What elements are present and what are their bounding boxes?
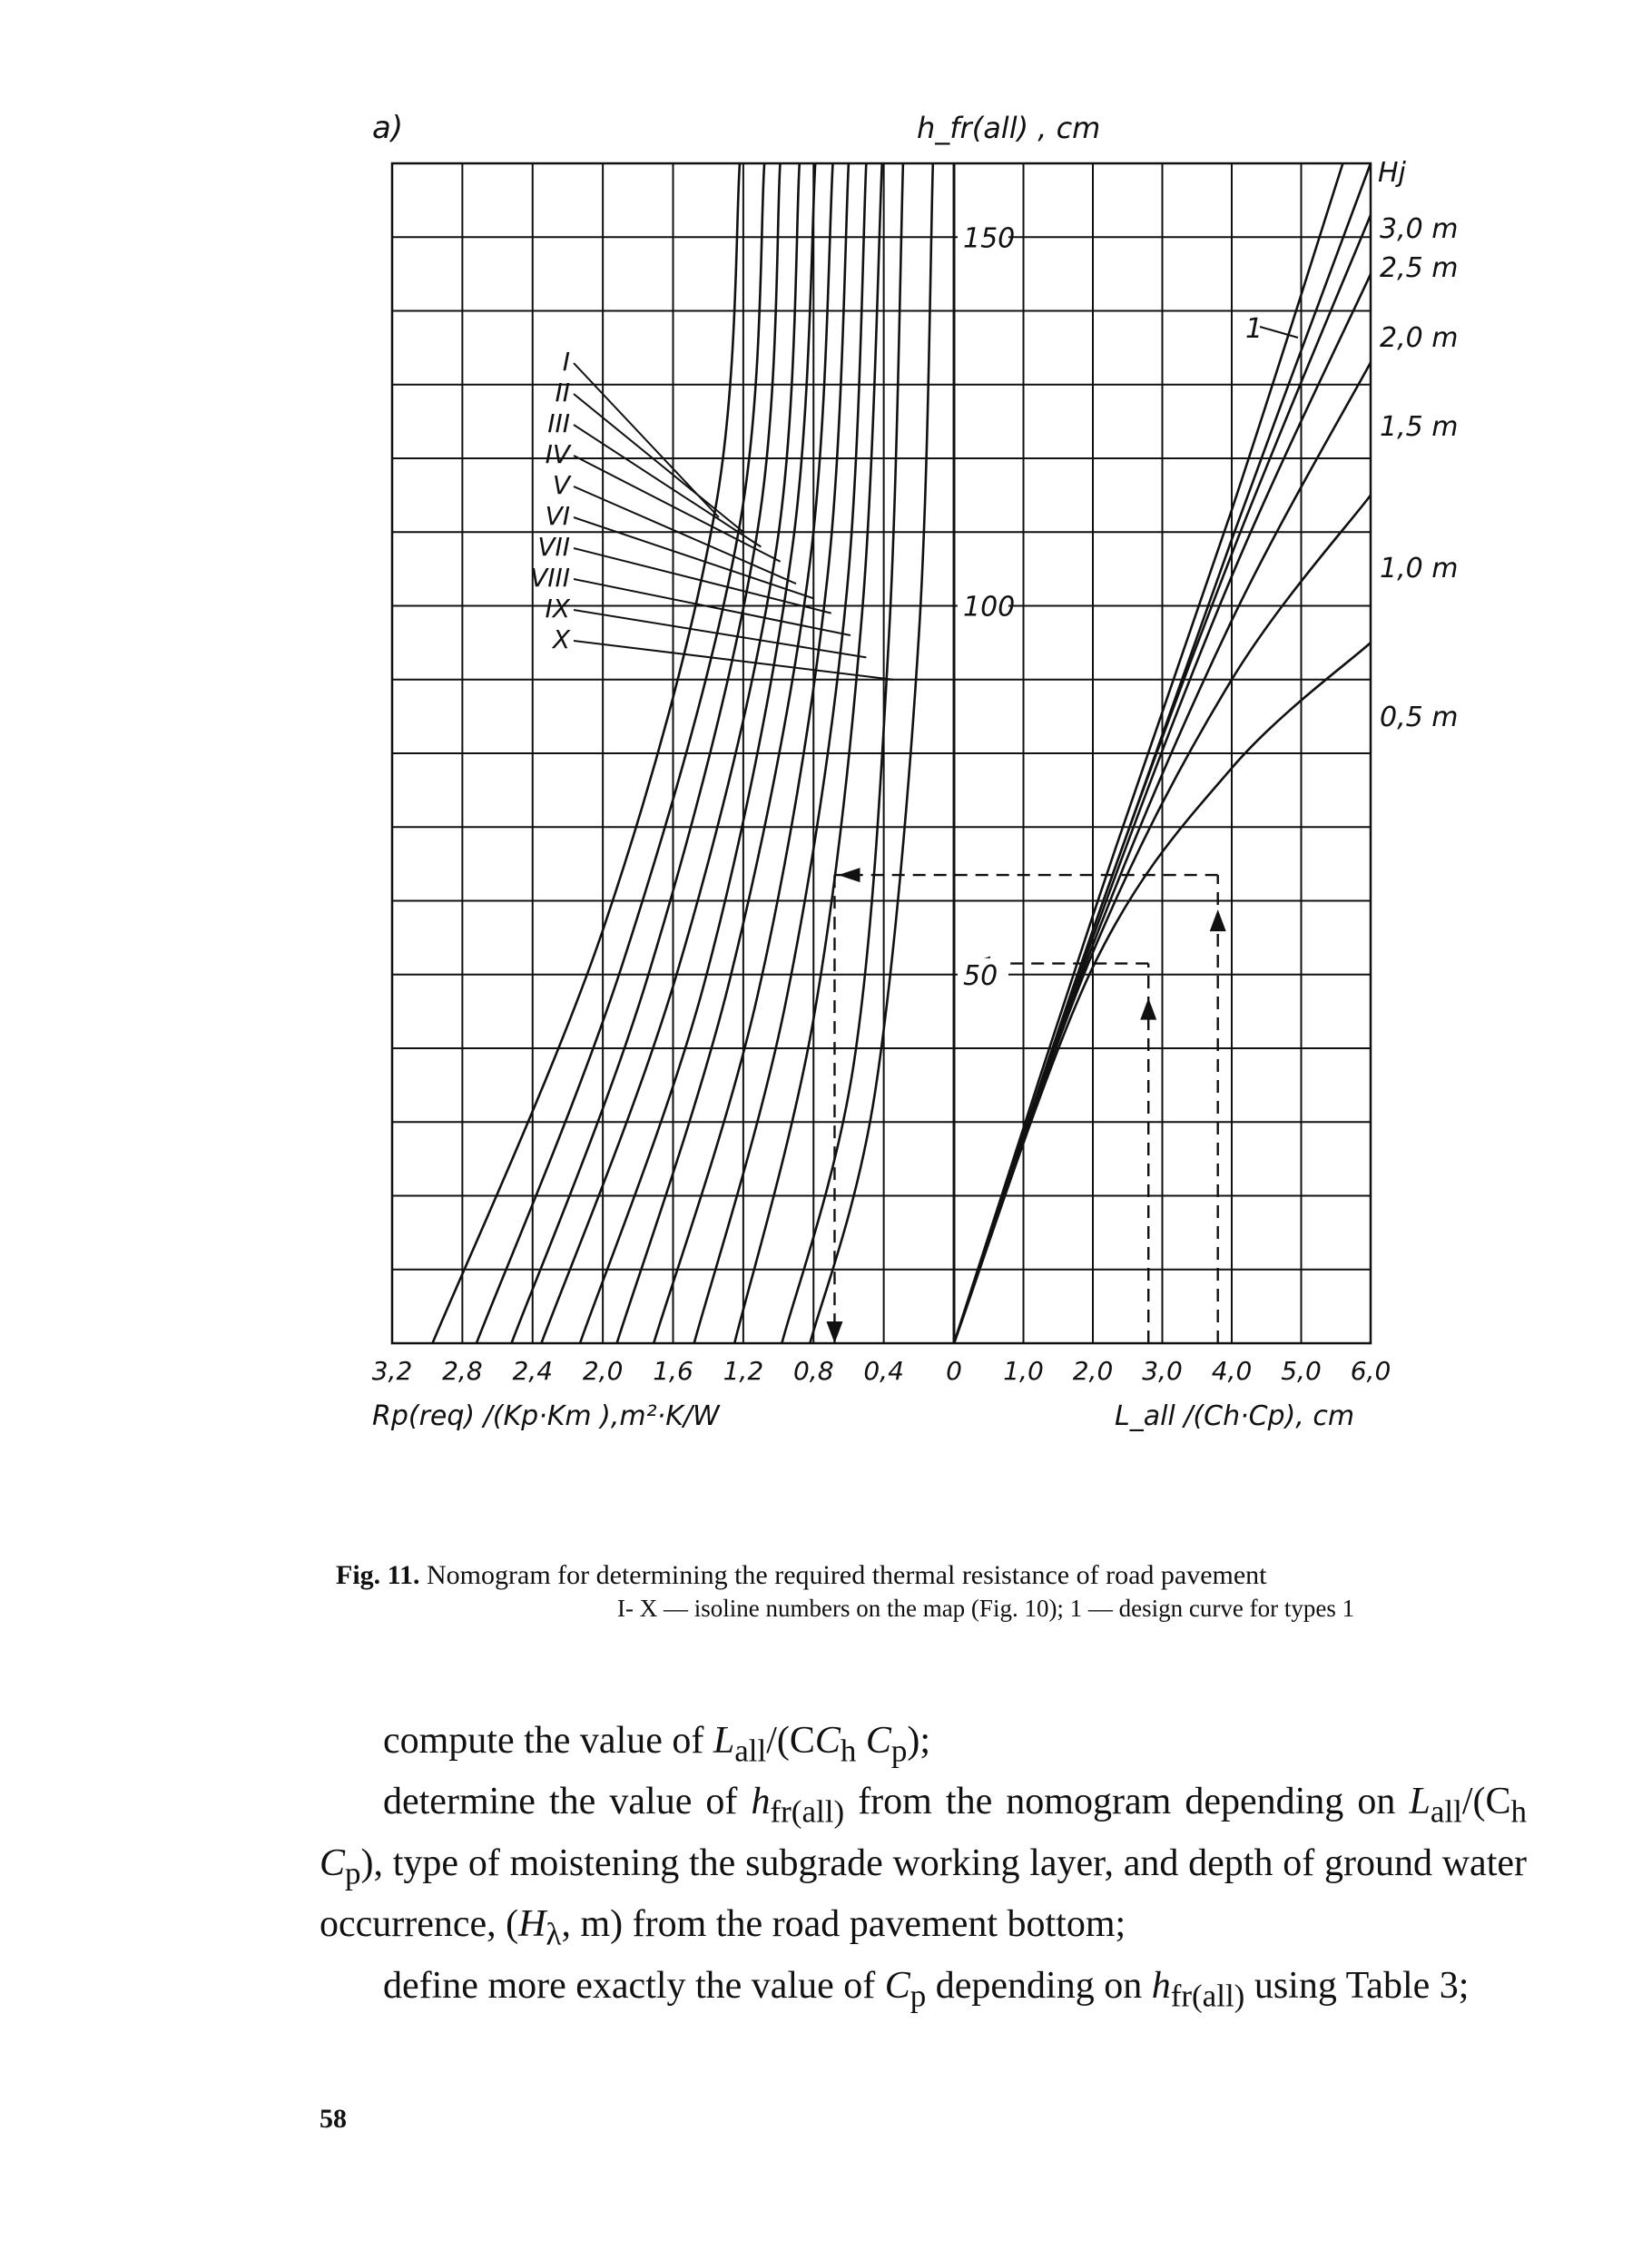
right-tick-label: 2,0 <box>1072 1356 1114 1386</box>
left-tick-label: 2,4 <box>512 1356 554 1386</box>
right-tick-label: 5,0 <box>1281 1356 1322 1386</box>
left-arrow <box>838 868 860 882</box>
isoline-label: VI <box>545 501 570 531</box>
isoline-leader <box>574 425 761 547</box>
p2-h: h <box>751 1781 771 1823</box>
panel-label: a) <box>372 110 404 146</box>
design-curve-label: 1 <box>1245 313 1264 345</box>
p3-C: C <box>884 1964 910 2007</box>
tick-labels <box>372 221 1391 1386</box>
p2-text-b: from the nomogram depending on <box>844 1781 1410 1823</box>
left-tick-label: 3,2 <box>371 1356 413 1386</box>
isoline-label: II <box>555 378 570 408</box>
p2-Ch-sub: h <box>1510 1793 1527 1830</box>
caption-title: Nomogram for determining the required thermal resistance of road pavement <box>427 1560 1267 1590</box>
center-tick-label: 100 <box>963 591 1016 624</box>
p3-h: h <box>1151 1964 1171 2007</box>
center-tick-label: 150 <box>963 222 1016 255</box>
p1-text-a: compute the value of <box>383 1720 713 1762</box>
body-paragraph-1 <box>320 1715 1527 2021</box>
depth-axis-label: Hj <box>1378 157 1406 189</box>
p1-Ch: C <box>814 1720 841 1762</box>
depth-label: 2,5 m <box>1380 252 1459 284</box>
right-tick-label: 4,0 <box>1211 1356 1253 1386</box>
left-tick-label: 2,0 <box>582 1356 624 1386</box>
right-tick-label: 6,0 <box>1350 1356 1391 1386</box>
up-arrow <box>1210 909 1226 931</box>
isoline-leader <box>574 456 781 562</box>
center-tick-label: 50 <box>963 959 998 992</box>
left-tick-label: 0,8 <box>792 1356 834 1386</box>
p1-text-b: /(C <box>766 1720 815 1762</box>
isoline-leader <box>574 548 831 614</box>
p2-L: L <box>1409 1781 1431 1823</box>
left-axis-label: Rp(req) /(Kp·Km ),m²·K/W <box>372 1400 720 1432</box>
isoline-leader <box>574 394 743 532</box>
p2-Cp: C <box>320 1842 346 1884</box>
p2-text-e: , m) from the road pavement bottom; <box>561 1903 1126 1946</box>
caption-note: I- X — isoline numbers on the map (Fig. 10); 1 — design curve for types 1 <box>617 1595 1355 1622</box>
isoline-label: VIII <box>530 563 570 593</box>
p2-H-sub: λ <box>546 1916 562 1952</box>
figure-caption <box>336 1559 1534 1625</box>
depth-label: 1,0 m <box>1380 553 1459 584</box>
p2-Cp-sub: p <box>345 1855 361 1891</box>
p1-L-sub: all <box>734 1733 767 1769</box>
caption-label: Fig. 11. <box>336 1560 420 1590</box>
p3-text-b: depending on <box>926 1964 1152 2007</box>
left-tick-label: 2,8 <box>442 1356 483 1386</box>
depth-label: 3,0 m <box>1380 213 1459 245</box>
isoline-label: IV <box>545 439 570 469</box>
example-dashed-paths <box>826 868 1225 1343</box>
depth-label: 2,0 m <box>1380 322 1459 354</box>
p3-text-a: define more exactly the value of <box>383 1964 885 2007</box>
center-axis-label: h_fr(all) , cm <box>917 111 1101 145</box>
p2-h-sub: fr(all) <box>770 1793 845 1830</box>
up-arrow <box>1140 998 1156 1020</box>
left-tick-label: 1,2 <box>723 1356 764 1386</box>
p2-L-sub: all <box>1430 1793 1462 1830</box>
p1-text-c: ); <box>907 1720 931 1762</box>
page-number: 58 <box>320 2104 347 2134</box>
p2-text-d: ), type of moistening the subgrade working layer, and depth of ground water occurrence, ( <box>320 1842 1527 1946</box>
isoline-leaders <box>530 213 1458 733</box>
p1-Ch-sub: h <box>840 1733 857 1769</box>
left-tick-label: 0 <box>946 1356 962 1386</box>
isoline-label: IX <box>545 594 570 624</box>
p2-text-c: /(C <box>1461 1781 1511 1823</box>
design-curve-leader <box>1260 327 1298 338</box>
isoline-leader <box>574 641 892 680</box>
depth-label: 1,5 m <box>1380 411 1459 443</box>
right-tick-label: 1,0 <box>1003 1356 1044 1386</box>
p2-text-a: determine the value of <box>383 1781 752 1823</box>
down-arrow <box>826 1321 842 1343</box>
p3-C-sub: p <box>910 1977 927 2013</box>
isoline-label: III <box>547 408 570 438</box>
right-axis-label: L_all /(Ch·Cp), cm <box>1115 1400 1355 1432</box>
p1-L: L <box>713 1720 735 1762</box>
isoline-label: VII <box>537 532 570 562</box>
isoline-label: V <box>552 470 570 500</box>
p3-h-sub: fr(all) <box>1170 1977 1245 2013</box>
p2-H: H <box>518 1903 546 1946</box>
isoline-label: I <box>562 347 570 377</box>
p3-text-c: using Table 3; <box>1244 1964 1470 2007</box>
isoline-label: X <box>552 624 570 654</box>
right-tick-label: 3,0 <box>1142 1356 1183 1386</box>
left-tick-label: 1,6 <box>653 1356 693 1386</box>
depth-label: 0,5 m <box>1380 702 1459 733</box>
left-tick-label: 0,4 <box>863 1356 904 1386</box>
p1-Cp: C <box>856 1720 891 1762</box>
p1-Cp-sub: p <box>890 1733 908 1769</box>
